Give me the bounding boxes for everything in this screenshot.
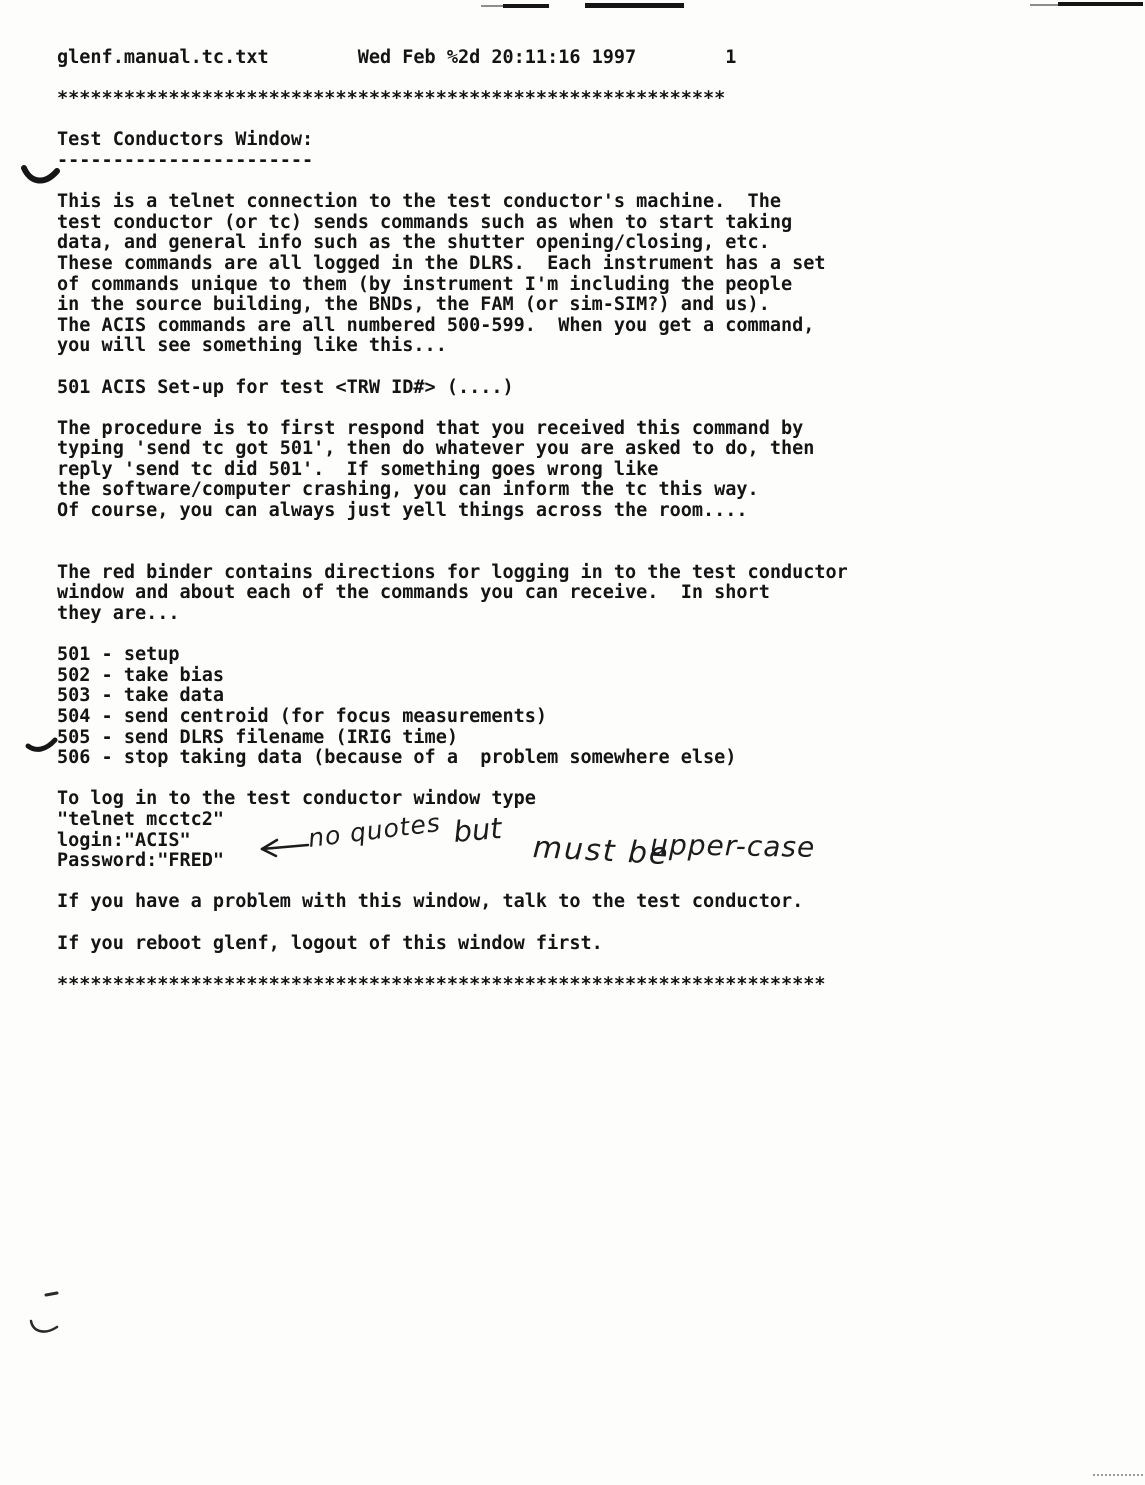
text-line-24 [57, 542, 848, 563]
handwritten-note-word: but [452, 810, 503, 849]
text-line-26: window and about each of the commands you can receive. In short [57, 582, 770, 604]
text-line-21: the software/computer crashing, you can inform the tc this way. [57, 479, 759, 501]
text-line-18: The procedure is to first respond that you received this command by [57, 417, 804, 439]
text-line-29: 501 - setup [57, 644, 180, 666]
margin-swoosh-mid-mark [28, 740, 55, 749]
text-line-13: The ACIS commands are all numbered 500-599. When you get a command, [57, 314, 815, 336]
text-line-15 [57, 357, 848, 378]
handwritten-note-word: upper-case [650, 828, 816, 864]
text-line-23 [57, 522, 848, 543]
scan-artifact-streak [1030, 4, 1060, 6]
handwritten-note-word: must be [532, 830, 671, 873]
scan-artifact-streak [503, 4, 549, 8]
text-line-41: If you have a problem with this window, talk to the test conductor. [57, 891, 804, 913]
text-line-2: ************************************************************ [57, 88, 726, 110]
text-line-11: of commands unique to them (by instrument I'm including the people [57, 273, 793, 295]
margin-swoosh-top-mark [24, 168, 57, 181]
text-line-37: "telnet mcctc2" [57, 808, 225, 830]
text-line-42 [57, 913, 848, 934]
text-line-22: Of course, you can always just yell things across the room.... [57, 500, 748, 522]
scan-artifact-streak [481, 5, 505, 7]
text-line-7: This is a telnet connection to the test conductor's machine. The [57, 191, 781, 213]
text-line-25: The red binder contains directions for logging in to the test conductor [57, 561, 848, 583]
text-line-10: These commands are all logged in the DLRS. Each instrument has a set [57, 252, 826, 274]
handwritten-note-word: no quotes [306, 807, 443, 853]
scan-artifact-dotted-line [1093, 1474, 1143, 1476]
text-line-34: 506 - stop taking data (because of a problem somewhere else) [57, 747, 737, 769]
text-line-44 [57, 954, 848, 975]
text-line-40 [57, 872, 848, 893]
text-line-32: 504 - send centroid (for focus measurements) [57, 706, 548, 727]
text-line-14: you will see something like this... [57, 335, 447, 357]
text-line-0: glenf.manual.tc.txt Wed Feb %2d 20:11:16 1997 1 [57, 47, 737, 68]
margin-dash-bottom-mark [46, 1293, 57, 1295]
text-line-17 [57, 398, 848, 419]
scan-artifact-streak [1058, 2, 1143, 6]
text-line-38: login:"ACIS" [57, 829, 191, 851]
margin-swoosh-bottom-mark [31, 1321, 57, 1332]
text-line-6 [57, 172, 848, 193]
text-line-28 [57, 625, 848, 646]
text-line-16: 501 ACIS Set-up for test <TRW ID#> (....) [57, 376, 514, 398]
text-line-3 [57, 110, 848, 131]
text-line-12: in the source building, the BNDs, the FAM (or sim-SIM?) and us). [57, 294, 770, 316]
text-line-4: Test Conductors Window: [57, 129, 314, 151]
text-line-33: 505 - send DLRS filename (IRIG time) [57, 726, 458, 748]
text-line-45: ********************************************************************* [57, 973, 826, 995]
text-line-27: they are... [57, 603, 180, 625]
scan-artifact-streak [585, 3, 684, 8]
text-line-35 [57, 769, 848, 790]
text-line-43: If you reboot glenf, logout of this window first. [57, 932, 603, 954]
text-line-9: data, and general info such as the shutter opening/closing, etc. [57, 232, 770, 254]
text-line-1 [57, 69, 848, 90]
text-line-20: reply 'send tc did 501'. If something goes wrong like [57, 458, 659, 480]
text-line-8: test conductor (or tc) sends commands such as when to start taking [57, 211, 793, 233]
text-line-30: 502 - take bias [57, 664, 225, 686]
text-line-31: 503 - take data [57, 685, 225, 707]
text-line-39: Password:"FRED" [57, 850, 225, 872]
text-line-19: typing 'send tc got 501', then do whatever you are asked to do, then [57, 438, 815, 460]
text-line-5: ----------------------- [57, 149, 314, 171]
text-line-36: To log in to the test conductor window type [57, 788, 536, 810]
